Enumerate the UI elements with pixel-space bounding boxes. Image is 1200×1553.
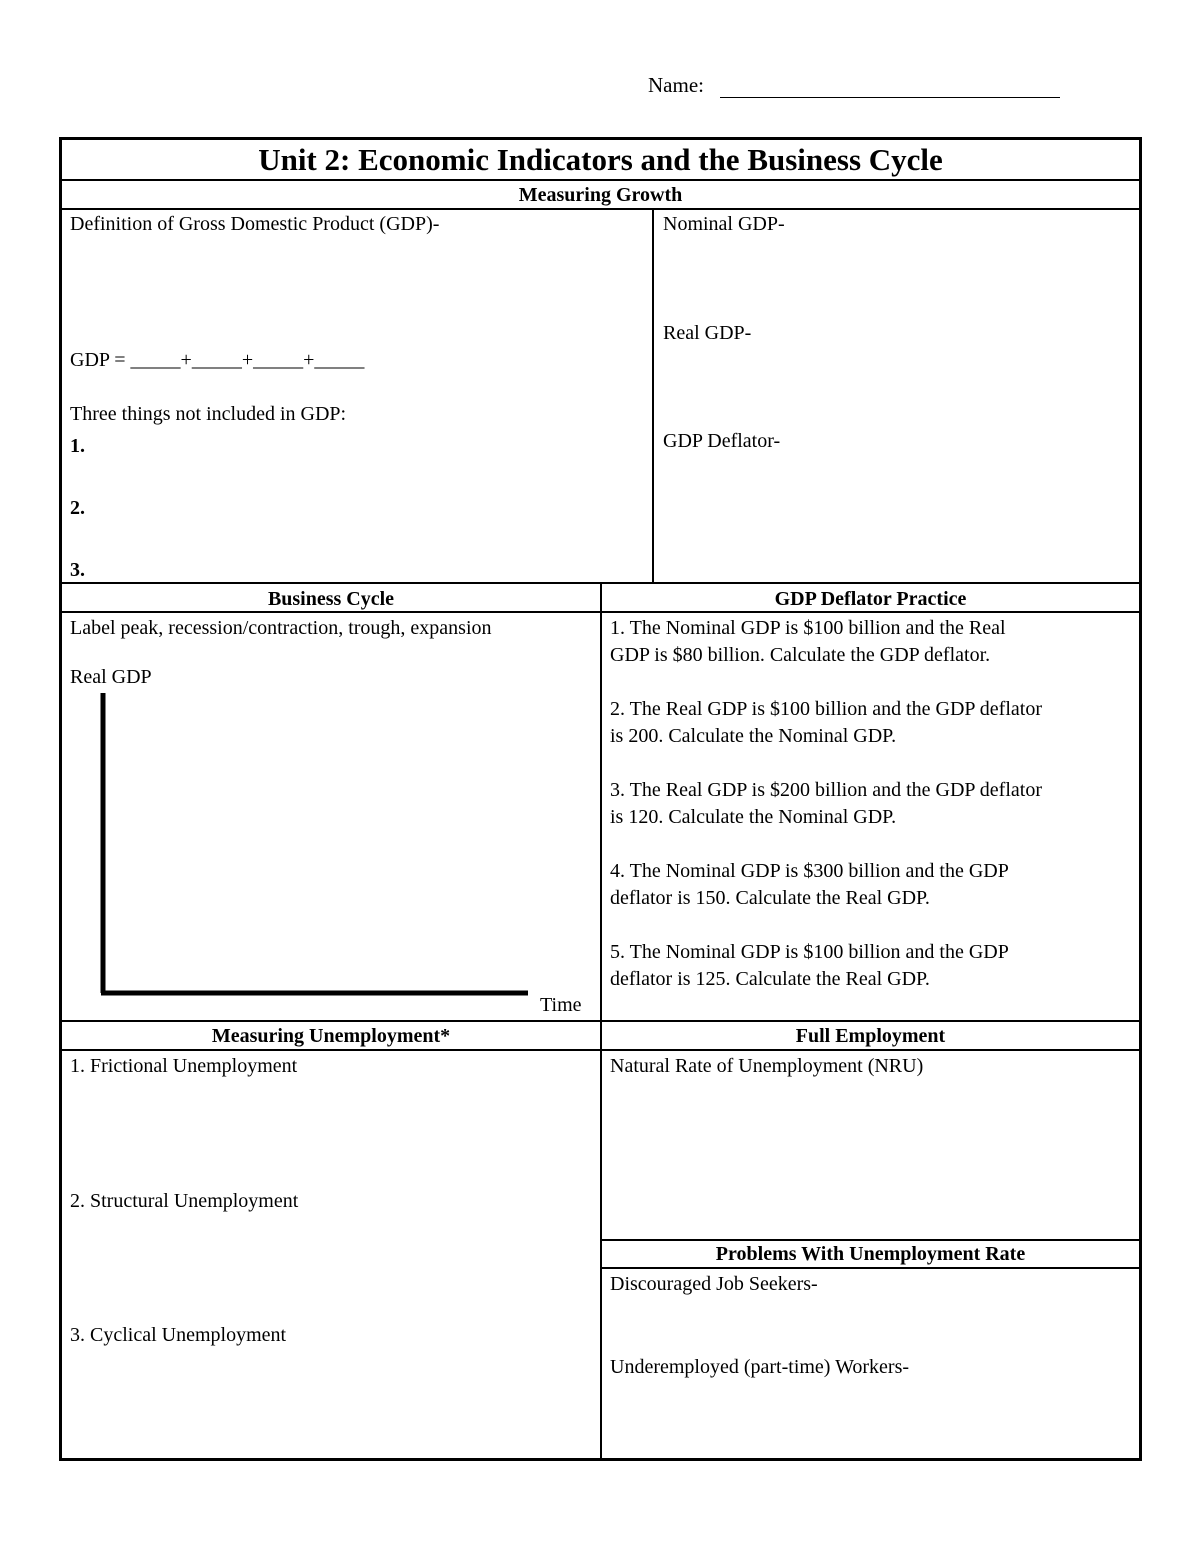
cyclical-unemployment-label: 3. Cyclical Unemployment: [70, 1324, 287, 1346]
discouraged-job-seekers-label: Discouraged Job Seekers-: [610, 1273, 818, 1295]
x-axis-label: Time: [540, 994, 582, 1016]
not-included-item-2: 2.: [70, 497, 85, 519]
name-label: Name:: [648, 73, 704, 97]
not-included-item-3: 3.: [70, 559, 85, 581]
nominal-gdp-label: Nominal GDP-: [663, 213, 785, 235]
business-cycle-header: Business Cycle: [267, 588, 395, 610]
deflator-question-5: 5. The Nominal GDP is $100 billion and the GDP deflator is 125. Calculate the Real GDP.: [610, 941, 1009, 990]
not-included-item-1: 1.: [70, 435, 85, 457]
frictional-unemployment-label: 1. Frictional Unemployment: [70, 1055, 298, 1077]
name-blank-line[interactable]: [720, 97, 1060, 98]
business-cycle-axes: [62, 613, 600, 1020]
deflator-question-3: 3. The Real GDP is $200 billion and the GDP deflator is 120. Calculate the Nominal GDP.: [610, 779, 1042, 828]
full-employment-header: Full Employment: [795, 1025, 946, 1047]
measuring-growth-header: Measuring Growth: [518, 184, 683, 206]
not-included-label: Three things not included in GDP:: [70, 403, 347, 425]
y-axis-label: Real GDP: [70, 666, 152, 688]
problems-header: Problems With Unemployment Rate: [715, 1243, 1026, 1265]
deflator-question-4: 4. The Nominal GDP is $300 billion and the GDP deflator is 150. Calculate the Real GDP.: [610, 860, 1009, 909]
real-gdp-label: Real GDP-: [663, 322, 752, 344]
structural-unemployment-label: 2. Structural Unemployment: [70, 1190, 299, 1212]
measuring-unemployment-header: Measuring Unemployment*: [211, 1025, 451, 1047]
nru-label: Natural Rate of Unemployment (NRU): [610, 1055, 924, 1077]
deflator-question-1: 1. The Nominal GDP is $100 billion and the Real GDP is $80 billion. Calculate the GDP deflator.: [610, 617, 1006, 666]
deflator-question-2: 2. The Real GDP is $100 billion and the GDP deflator is 200. Calculate the Nominal GDP.: [610, 698, 1042, 747]
deflator-practice-header: GDP Deflator Practice: [774, 588, 967, 610]
underemployed-workers-label: Underemployed (part-time) Workers-: [610, 1356, 910, 1378]
gdp-deflator-label: GDP Deflator-: [663, 430, 781, 452]
gdp-definition-label: Definition of Gross Domestic Product (GDP)-: [70, 213, 440, 235]
page-title: Unit 2: Economic Indicators and the Business Cycle: [258, 142, 943, 177]
business-cycle-instruction: Label peak, recession/contraction, trough, expansion: [70, 617, 492, 639]
gdp-equation: GDP = _____+_____+_____+_____: [70, 349, 365, 371]
